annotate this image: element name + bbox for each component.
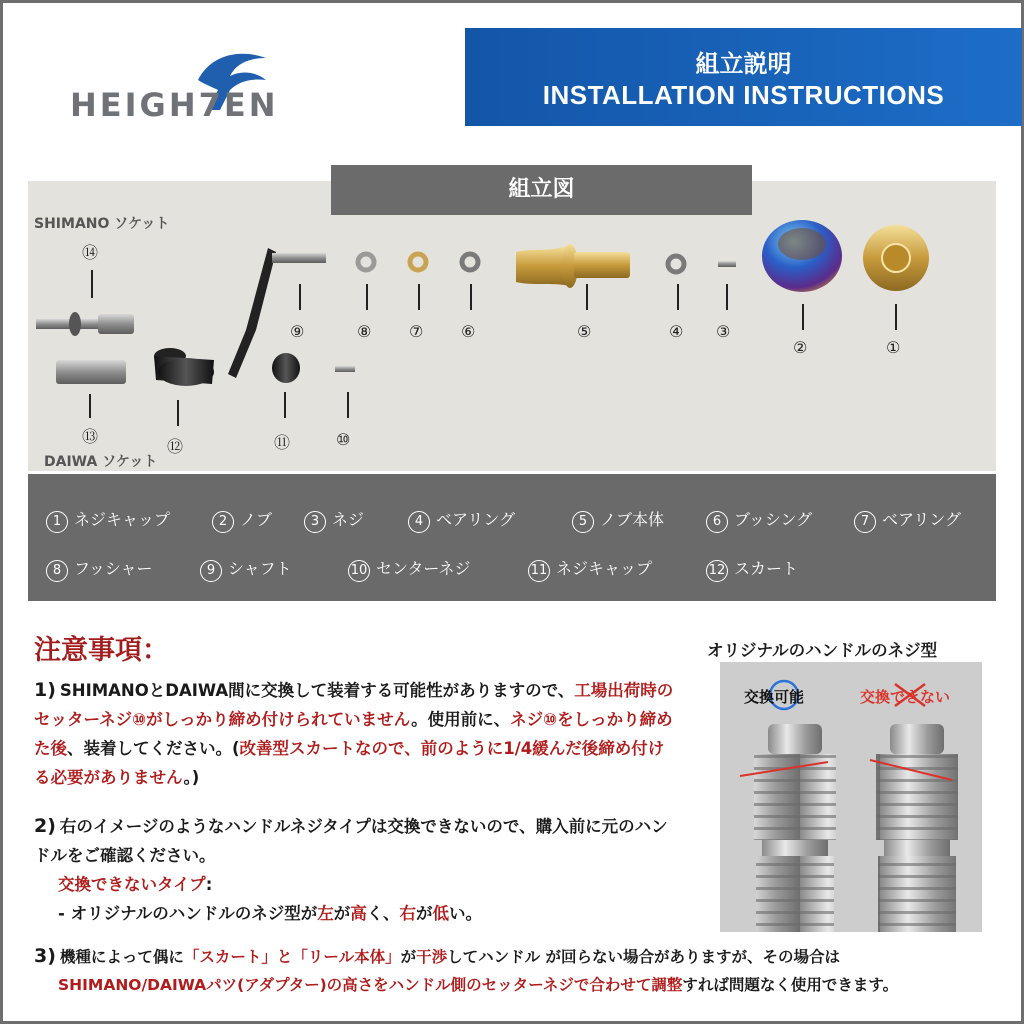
legend-item: 8 フッシャー xyxy=(46,556,153,582)
part-number-11: ⑪ xyxy=(274,433,291,452)
logo-wordmark: HEIGH7EN xyxy=(70,86,279,124)
note-1: 1) SHIMANOとDAIWA間に交換して装着する可能性がありますので、工場出荷時のセッターネジ⑩がしっかり締め付けられていません。使用前に、ネジ⑩をしっかり締めた後、装着してください。(改善型スカートなので、前のように1/4緩んだ後締め付ける必要がありません。) xyxy=(34,679,674,787)
leader-line xyxy=(299,284,301,310)
part-number-14: ⑭ xyxy=(82,243,99,262)
legend-item: 1 ネジキャップ xyxy=(46,507,170,533)
part-number-3: ③ xyxy=(716,322,731,341)
center-screw-part xyxy=(335,366,355,372)
part-number-13: ⑬ xyxy=(82,427,99,446)
part-number-9: ⑨ xyxy=(290,322,305,341)
shimano-socket-part xyxy=(36,312,134,336)
leader-line xyxy=(91,270,93,298)
screw-cap-part-11 xyxy=(272,353,300,383)
title-japanese: 組立説明 xyxy=(695,50,792,78)
leader-line xyxy=(586,284,588,310)
part-number-5: ⑤ xyxy=(577,322,592,341)
note-2: 2) 右のイメージのようなハンドルネジタイプは交換できないので、購入前に元のハンドルをご確認ください。 交換できないタイプ: - オリジナルのハンドルのネジ型が左が高く、右が低い。 xyxy=(34,815,668,923)
leader-line xyxy=(726,284,728,310)
bearing-part-7 xyxy=(410,254,426,270)
thread-type-title: オリジナルのハンドルのネジ型 xyxy=(707,641,938,660)
leader-line xyxy=(418,284,420,310)
part-number-8: ⑧ xyxy=(357,322,372,341)
legend-item: 10 センターネジ xyxy=(348,556,471,582)
daiwa-socket-part xyxy=(56,360,126,384)
title-english: INSTALLATION INSTRUCTIONS xyxy=(542,80,945,110)
legend-item: 6 ブッシング xyxy=(706,507,812,533)
leader-line xyxy=(895,304,897,330)
leader-line xyxy=(677,284,679,310)
exchangeable-label: 交換可能 xyxy=(744,688,805,706)
notes-title: 注意事項： xyxy=(34,635,169,666)
legend-item: 9 シャフト xyxy=(200,556,292,582)
leader-line xyxy=(470,284,472,310)
leader-line xyxy=(802,304,804,330)
legend-item: 2 ノブ xyxy=(212,507,272,533)
thread-type-image xyxy=(720,662,982,932)
legend-item: 7 ベアリング xyxy=(854,507,961,533)
leader-line xyxy=(284,392,286,418)
legend-item: 3 ネジ xyxy=(304,507,364,533)
part-number-1: ① xyxy=(886,338,901,357)
washer-part-8 xyxy=(358,254,374,270)
skirt-part xyxy=(154,348,214,386)
leader-line xyxy=(366,284,368,310)
diagram-title: 組立図 xyxy=(331,165,752,215)
part-number-12: ⑫ xyxy=(167,437,184,456)
shimano-socket-label: SHIMANO ソケット xyxy=(34,216,170,232)
bearing-part-4 xyxy=(668,256,684,272)
part-number-10: ⑩ xyxy=(336,430,351,449)
knob-body-part xyxy=(516,244,630,288)
part-number-7: ⑦ xyxy=(409,322,424,341)
legend-item: 11 ネジキャップ xyxy=(528,556,652,582)
not-exchangeable-label: 交換できない xyxy=(860,688,951,706)
leader-line xyxy=(177,400,179,426)
note-3: 3) 機種によって偶に「スカート」と「リール本体」が干渉してハンドル が回らない場合がありますが、その場合は SHIMANO/DAIWAパツ(アダプター)の高さをハンドル側のセッターネジで合わせて調整すれば問題なく使用できます。 xyxy=(34,945,899,994)
legend-item: 5 ノブ本体 xyxy=(572,507,664,533)
bushing-part-6 xyxy=(462,254,478,270)
part-number-4: ④ xyxy=(669,322,684,341)
screw-part-3 xyxy=(718,261,736,267)
parts-illustration xyxy=(0,0,1024,480)
legend-item: 12 スカート xyxy=(706,556,798,582)
part-number-2: ② xyxy=(793,338,808,357)
legend-item: 4 ベアリング xyxy=(408,507,515,533)
parts-legend xyxy=(28,474,996,601)
leader-line xyxy=(347,392,349,418)
leader-line xyxy=(89,394,91,418)
part-number-6: ⑥ xyxy=(461,322,476,341)
daiwa-socket-label: DAIWA ソケット xyxy=(44,454,158,470)
